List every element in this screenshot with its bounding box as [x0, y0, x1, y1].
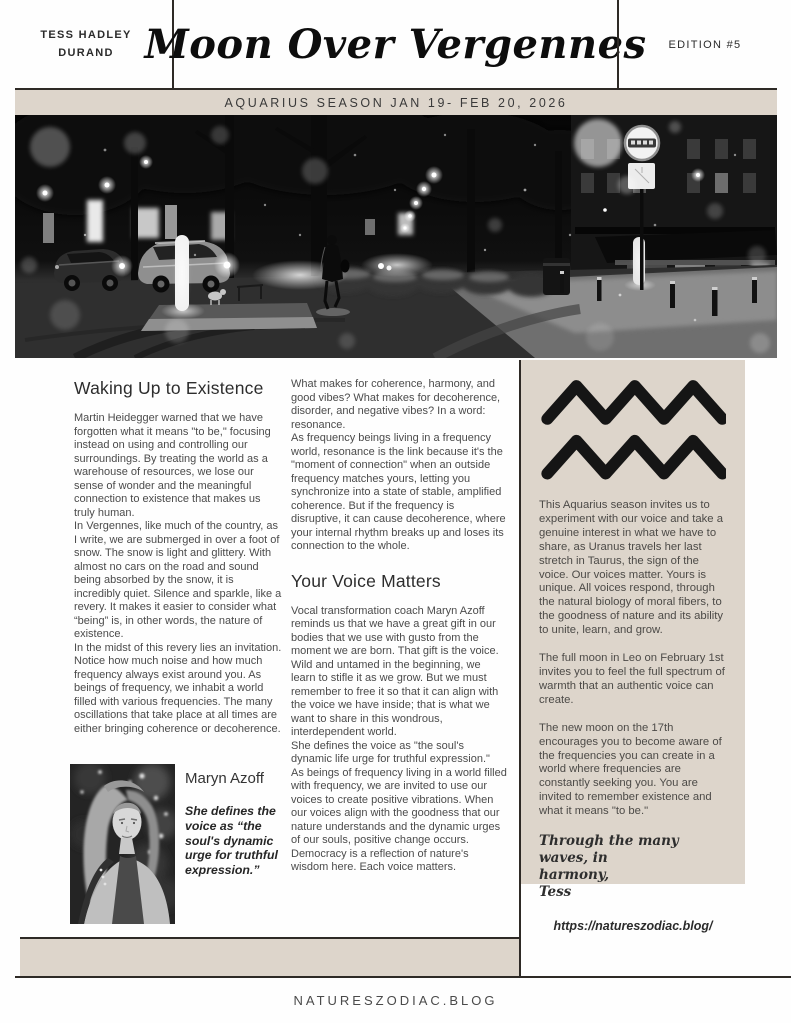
signature-line: Through the many waves, in: [539, 833, 679, 866]
article-paragraph: As frequency beings living in a frequency world, resonance is the link because it's the "moment of connection" when an outside frequency matches yours, letting you synchronize into a state of stable, amplified coherence. But if the frequency is disruptive, it can cause decoherence, where your internal rhythm breaks up and loses its connection to the whole.: [291, 432, 506, 552]
article-paragraph: Martin Heidegger warned that we have forgotten what it means "to be," focusing instead on using and controlling our surroundings. By treating the world as a warehouse of resources, we lose our sense of wonder and the meaningful connection to existence that makes us truly human.: [74, 412, 271, 519]
bottom-beige-band: [20, 937, 519, 977]
blog-url-link[interactable]: https://natureszodiac.blog/: [553, 919, 713, 933]
signature-line: Tess: [539, 883, 572, 900]
article-paragraph: As beings of frequency living in a world filled with frequency, we are invited to use our voices to create positive vibrations. When our voices align with the goodness that our nature understands and the dynamic urges of our souls, positive change occurs. Democracy is a reflection of nature's wisdom here. Each voice matters.: [291, 766, 507, 873]
article-paragraph: What makes for coherence, harmony, and good vibes? What makes for decoherence, disorder, and negative vibes? In a word: resonance.: [291, 378, 501, 431]
portrait-illustration: [70, 764, 175, 924]
footer-site-name: NATURESZODIAC.BLOG: [293, 993, 498, 1008]
sidebar-paragraph: This Aquarius season invites us to experiment with our voice and take a genuine interest in what we have to share, as Uranus travels her last stretch in Taurus, the sign of the voice. Our voices matter. Yours is unique. All voices respond, through the natural biology of moral fibers, to the goodness of nature and its ability to unite, learn, and grow.: [539, 499, 724, 637]
article-paragraph: In the midst of this revery lies an invitation. Notice how much noise and how much frequency always exist around you. As beings of frequency, we inhabit a world filled with various frequencies. The many oscillations that take place at all times are either bringing coherence or decoherence.: [74, 641, 282, 735]
article-paragraph: In Vergennes, like much of the country, as I write, we are submerged in over a foot of snow. The snow is light and glittery. With almost no cars on the road and sound being absorbed by the snow, it is incredibly quiet. Silence and sparkle, like a revery. It makes it easier to consider what “being” is, in other words, the nature of existence.: [74, 520, 282, 640]
edition-label: EDITION #5: [617, 0, 791, 89]
hero-photo: [15, 115, 777, 358]
masthead: [144, 0, 647, 89]
author-line-2: DURAND: [58, 46, 114, 59]
snowy-street-illustration: [15, 115, 777, 358]
article-paragraph: Vocal transformation coach Maryn Azoff reminds us that we have a great gift in our bodies that we use with gusto from the moment we are born. That gift is the voice. Wild and untamed in the beginning, we learn to stifle it as we grow. But we must remember to free it so that it can align with the voice we have inside; that is what we want to share in this wondrous, interdependent world.: [291, 604, 499, 738]
newsletter-title: Moon Over Vergennes: [144, 21, 647, 68]
profile-block: [70, 764, 284, 924]
article-column-2: [291, 378, 507, 875]
maryn-azoff-portrait: [70, 764, 175, 924]
signature-line: harmony,: [539, 866, 610, 883]
article-heading-existence: Waking Up to Existence: [74, 378, 264, 398]
article-paragraph: She defines the voice as "the soul's dynamic life urge for truthful expression.": [291, 739, 490, 765]
profile-name: Maryn Azoff: [185, 770, 264, 787]
aquarius-symbol-icon: [540, 375, 726, 481]
season-banner: AQUARIUS SEASON JAN 19- FEB 20, 2026: [15, 90, 777, 115]
article-column-1: [74, 378, 282, 736]
author-line-1: TESS HADLEY: [40, 28, 132, 41]
article-heading-voice: Your Voice Matters: [291, 570, 441, 591]
pull-quote: She defines the voice as “the soul's dynamic urge for truthful expression.”: [185, 804, 278, 878]
sidebar-paragraph: The new moon on the 17th encourages you to become aware of the frequencies you can create in a world where frequencies are constantly seeking you. You are invited to remember existence and what it means "to be.": [539, 721, 722, 818]
signature: [539, 833, 727, 901]
sidebar-paragraph: The full moon in Leo on February 1st invites you to feel the full spectrum of warmth that an authentic voice can create.: [539, 652, 725, 706]
bottom-rule: [15, 976, 791, 978]
aquarius-sidebar: [521, 360, 745, 900]
